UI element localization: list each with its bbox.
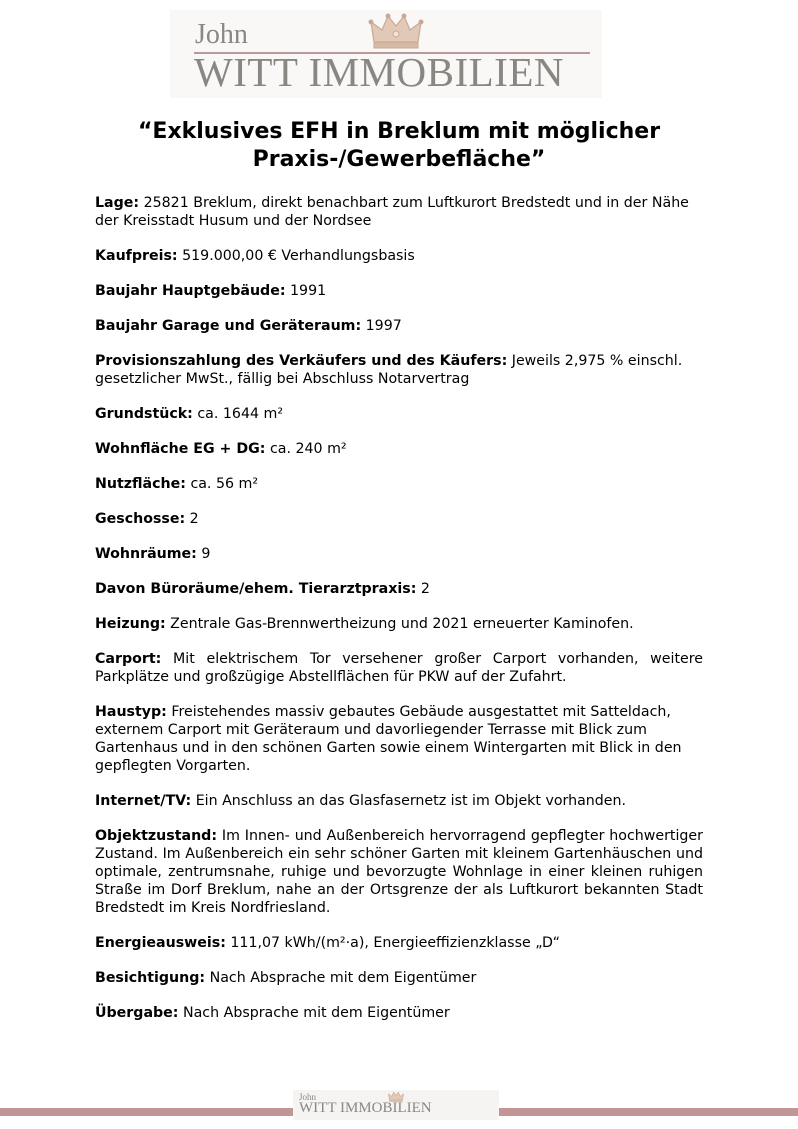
- field-baujahr-hauptgebaeude: [95, 282, 703, 300]
- field-value: Zentrale Gas-Brennwertheizung und 2021 erneuerter Kaminofen.: [170, 616, 634, 632]
- field-kaufpreis: [95, 247, 703, 265]
- field-value: Mit elektrischem Tor versehener großer Carport vorhanden, weitere Parkplätze und großzügige Abstellflächen für PKW auf der Zufahrt.: [95, 651, 703, 685]
- field-value: Freistehendes massiv gebautes Gebäude ausgestattet mit Satteldach, externem Carport mit Geräteraum und davorliegender Terrasse mit Blick zum Gartenhaus und in den schönen Garten sowie einem Wintergarten mit Blick in den gepflegten Vorgarten.: [95, 704, 682, 774]
- field-label: Baujahr Garage und Geräteraum:: [95, 318, 362, 334]
- field-value: Im Innen- und Außenbereich hervorragend gepflegter hochwertiger Zustand. Im Außenbereich ein sehr schöner Garten mit kleinem Gartenhäuschen und optimale, zentrumsnahe, ruhige und bevorzugte Wohnlage in einer kleinen ruhigen Straße im Dorf Breklum, nahe an der Ortsgrenze der als Luftkurort bekannten Stadt Bredstedt im Kreis Nordfriesland.: [95, 828, 703, 916]
- field-label: Übergabe:: [95, 1005, 179, 1021]
- field-label: Wohnfläche EG + DG:: [95, 441, 266, 457]
- field-value: 2: [420, 581, 430, 597]
- field-besichtigung: [95, 969, 703, 987]
- field-label: Nutzfläche:: [95, 476, 186, 492]
- field-label: Kaufpreis:: [95, 248, 178, 264]
- field-value: 9: [201, 546, 211, 562]
- field-label: Geschosse:: [95, 511, 186, 527]
- field-value: 2: [189, 511, 199, 527]
- field-wohnraeume: [95, 545, 703, 563]
- field-uebergabe: [95, 1004, 703, 1022]
- logo-small-text: John: [195, 19, 248, 50]
- field-label: Haustyp:: [95, 704, 167, 720]
- field-label: Provisionszahlung des Verkäufers und des Käufers:: [95, 353, 508, 369]
- field-label: Carport:: [95, 651, 162, 667]
- field-value: 111,07 kWh/(m²·a), Energieeffizienzklasse „D“: [230, 935, 561, 951]
- field-bueroraeume: [95, 580, 703, 598]
- field-value: 1997: [365, 318, 402, 334]
- field-value: 1991: [290, 283, 327, 299]
- field-energieausweis: [95, 934, 703, 952]
- field-value: 519.000,00 € Verhandlungsbasis: [182, 248, 415, 264]
- property-details: [95, 194, 703, 1039]
- field-label: Besichtigung:: [95, 970, 206, 986]
- field-objektzustand: [95, 827, 703, 917]
- field-baujahr-garage: [95, 317, 703, 335]
- field-value: ca. 240 m²: [269, 441, 347, 457]
- field-label: Baujahr Hauptgebäude:: [95, 283, 286, 299]
- field-grundstueck: [95, 405, 703, 423]
- field-value: Jeweils 2,975 % einschl. gesetzlicher MwSt., fällig bei Abschluss Notarvertrag: [95, 353, 683, 387]
- logo-big-text: WITT IMMOBILIEN: [194, 49, 564, 95]
- field-value: Ein Anschluss an das Glasfasernetz ist im Objekt vorhanden.: [195, 793, 627, 809]
- crown-icon: [368, 12, 424, 52]
- field-carport: [95, 650, 703, 686]
- field-wohnflaeche: [95, 440, 703, 458]
- field-heizung: [95, 615, 703, 633]
- field-label: Energieausweis:: [95, 935, 226, 951]
- field-label: Lage:: [95, 195, 140, 211]
- field-value: Nach Absprache mit dem Eigentümer: [183, 1005, 450, 1021]
- field-nutzflaeche: [95, 475, 703, 493]
- field-label: Internet/TV:: [95, 793, 192, 809]
- footer-logo-small-text: John: [299, 1092, 317, 1102]
- field-haustyp: [95, 703, 703, 775]
- field-geschosse: [95, 510, 703, 528]
- field-label: Wohnräume:: [95, 546, 197, 562]
- field-value: 25821 Breklum, direkt benachbart zum Luftkurort Bredstedt und in der Nähe der Kreisstadt Husum und der Nordsee: [95, 195, 689, 229]
- field-label: Objektzustand:: [95, 828, 218, 844]
- field-label: Heizung:: [95, 616, 166, 632]
- footer-logo-big-text: WITT IMMOBILIEN: [299, 1100, 432, 1116]
- page-title: “Exklusives EFH in Breklum mit möglicher Praxis-/Gewerbefläche”: [137, 119, 661, 172]
- field-label: Grundstück:: [95, 406, 193, 422]
- field-label: Davon Büroräume/ehem. Tierarztpraxis:: [95, 581, 417, 597]
- field-provision: [95, 352, 703, 388]
- field-value: ca. 56 m²: [190, 476, 259, 492]
- field-internet-tv: [95, 792, 703, 810]
- footer-logo: [293, 1090, 499, 1120]
- field-value: Nach Absprache mit dem Eigentümer: [209, 970, 477, 986]
- field-lage: [95, 194, 703, 230]
- field-value: ca. 1644 m²: [197, 406, 284, 422]
- header-logo: [170, 10, 602, 98]
